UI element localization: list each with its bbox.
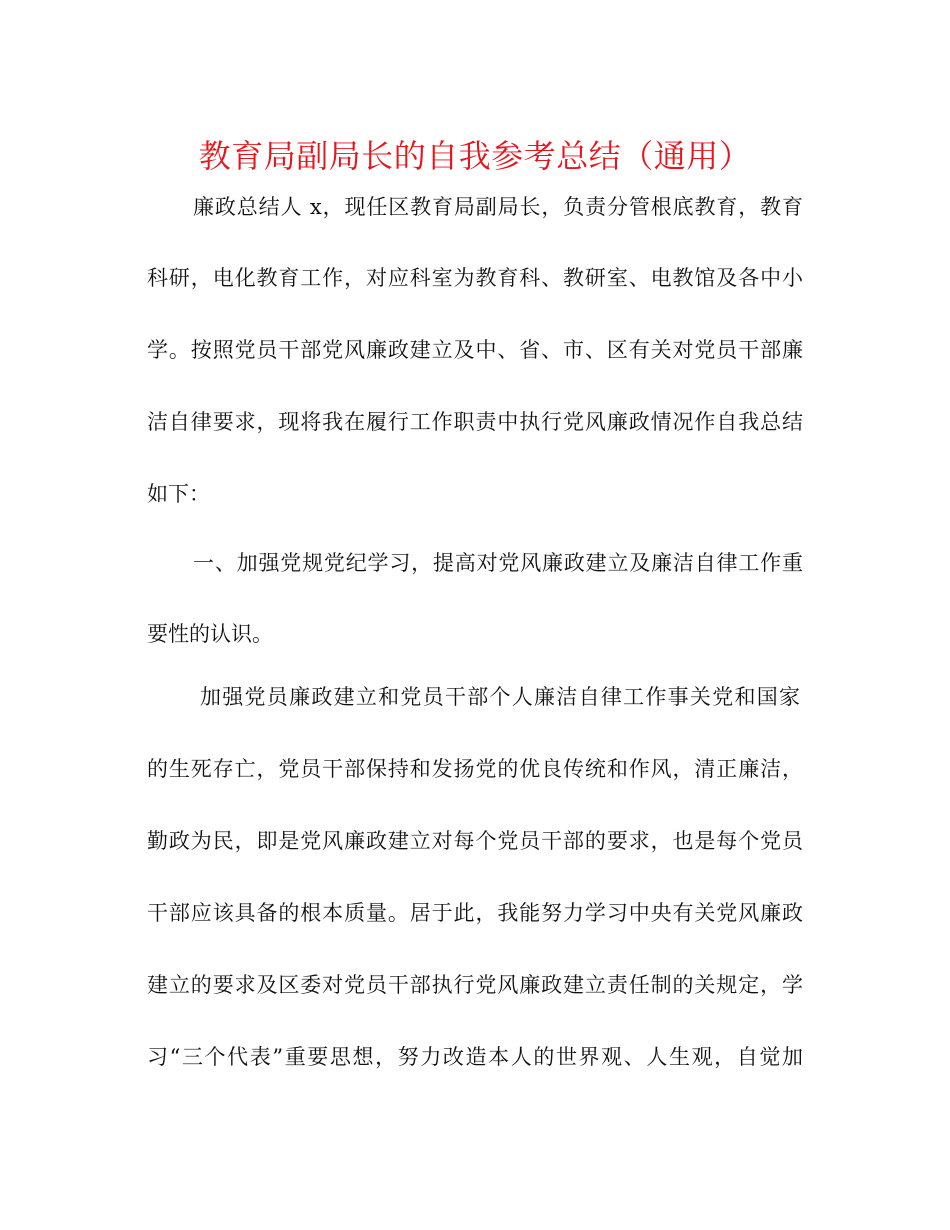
heading-line: 要性的认识。 [147,622,273,646]
paragraph-line: 如下： [147,482,210,506]
paragraph-line: 加强党员廉政建立和党员干部个人廉洁自律工作事关党和国家 [200,685,800,709]
paragraph-line: 科研，电化教育工作，对应科室为教育科、教研室、电教馆及各中小 [147,266,803,290]
paragraph-line: 洁自律要求，现将我在履行工作职责中执行党风廉政情况作自我总结 [147,410,803,434]
paragraph-line: 干部应该具备的根本质量。居于此，我能努力学习中央有关党风廉政 [147,901,803,925]
document-title: 教育局副局长的自我参考总结（通用） [198,137,752,175]
paragraph-line: 的生死存亡，党员干部保持和发扬党的优良传统和作风，清正廉洁， [147,757,803,781]
paragraph-line: 建立的要求及区委对党员干部执行党风廉政建立责任制的关规定，学 [147,973,803,997]
heading-line: 一、加强党规党纪学习，提高对党风廉政建立及廉洁自律工作重 [193,551,803,575]
paragraph-line: 习“三个代表”重要思想，努力改造本人的世界观、人生观，自觉加 [147,1045,803,1069]
paragraph-line: 勤政为民，即是党风廉政建立对每个党员干部的要求，也是每个党员 [147,829,803,853]
paragraph-line: 学。按照党员干部党风廉政建立及中、省、市、区有关对党员干部廉 [147,338,803,362]
paragraph-line: 廉政总结人 x，现任区教育局副局长，负责分管根底教育，教育 [193,195,803,219]
